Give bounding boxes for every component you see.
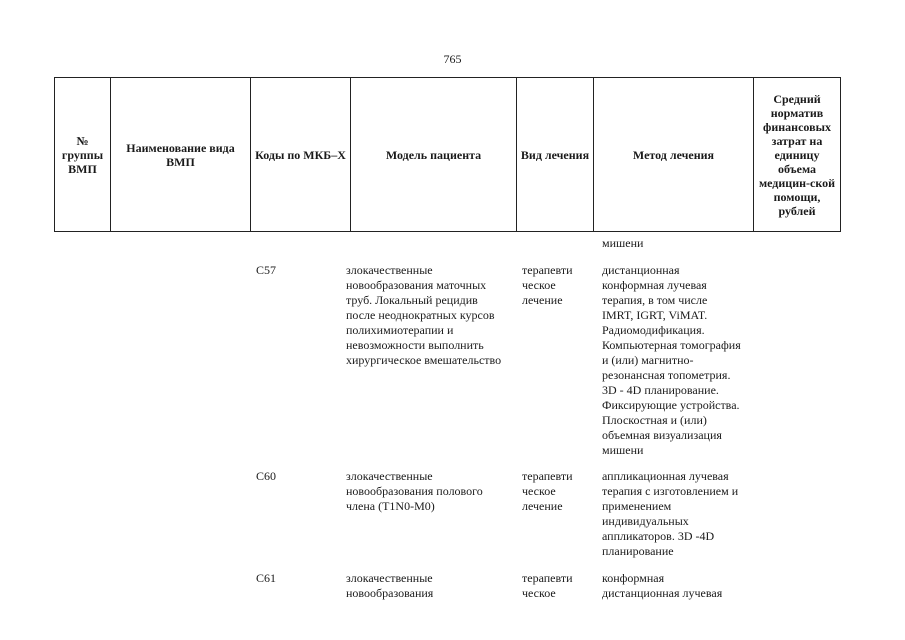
header-treatment-method: Метод лечения (594, 78, 754, 232)
row-treatment-method: конформная дистанционная лучевая (602, 571, 723, 600)
header-icd-codes: Коды по МКБ–Х (251, 78, 351, 232)
row-treatment-type: терапевти ческое (522, 571, 573, 600)
row-patient-model: злокачественные новообразования полового члена (T1N0-M0) (346, 469, 483, 513)
table-header (54, 77, 841, 232)
header-group-no: № группы ВМП (55, 78, 111, 232)
row-treatment-type: терапевти ческое лечение (522, 263, 573, 307)
row-code: C61 (256, 571, 277, 585)
header-avg-cost: Средний норматив финансовых затрат на единицу объема медицин-ской помощи, рублей (754, 78, 841, 232)
header-treatment-type: Вид лечения (517, 78, 594, 232)
row-code: C60 (256, 469, 277, 483)
row-treatment-method: аппликационная лучевая терапия с изготовлением и применением индивидуальных аппликаторов. 3D -4D планирование (602, 469, 739, 558)
row-patient-model: злокачественные новообразования (346, 571, 434, 600)
row-code: C57 (256, 263, 277, 277)
header-patient-model: Модель пациента (351, 78, 517, 232)
header-vmp-name: Наименование вида ВМП (111, 78, 251, 232)
page-number: 765 (443, 52, 462, 66)
continuation-method: мишени (602, 236, 644, 250)
row-patient-model: злокачественные новообразования маточных труб. Локальный рецидив после неоднократных курсов полихимиотерапии и невозможности выполнить хирургическое вмешательство (346, 263, 502, 367)
row-treatment-method: дистанционная конформная лучевая терапия, в том числе IMRT, IGRT, ViMAT. Радиомодификация. Компьютерная томография и (или) магнитно- резонансная топометрия. 3D - 4D планирование. Фиксирующие устройства. Плоскостная и (или) объемная визуализация мишени (602, 263, 741, 457)
row-treatment-type: терапевти ческое лечение (522, 469, 573, 513)
